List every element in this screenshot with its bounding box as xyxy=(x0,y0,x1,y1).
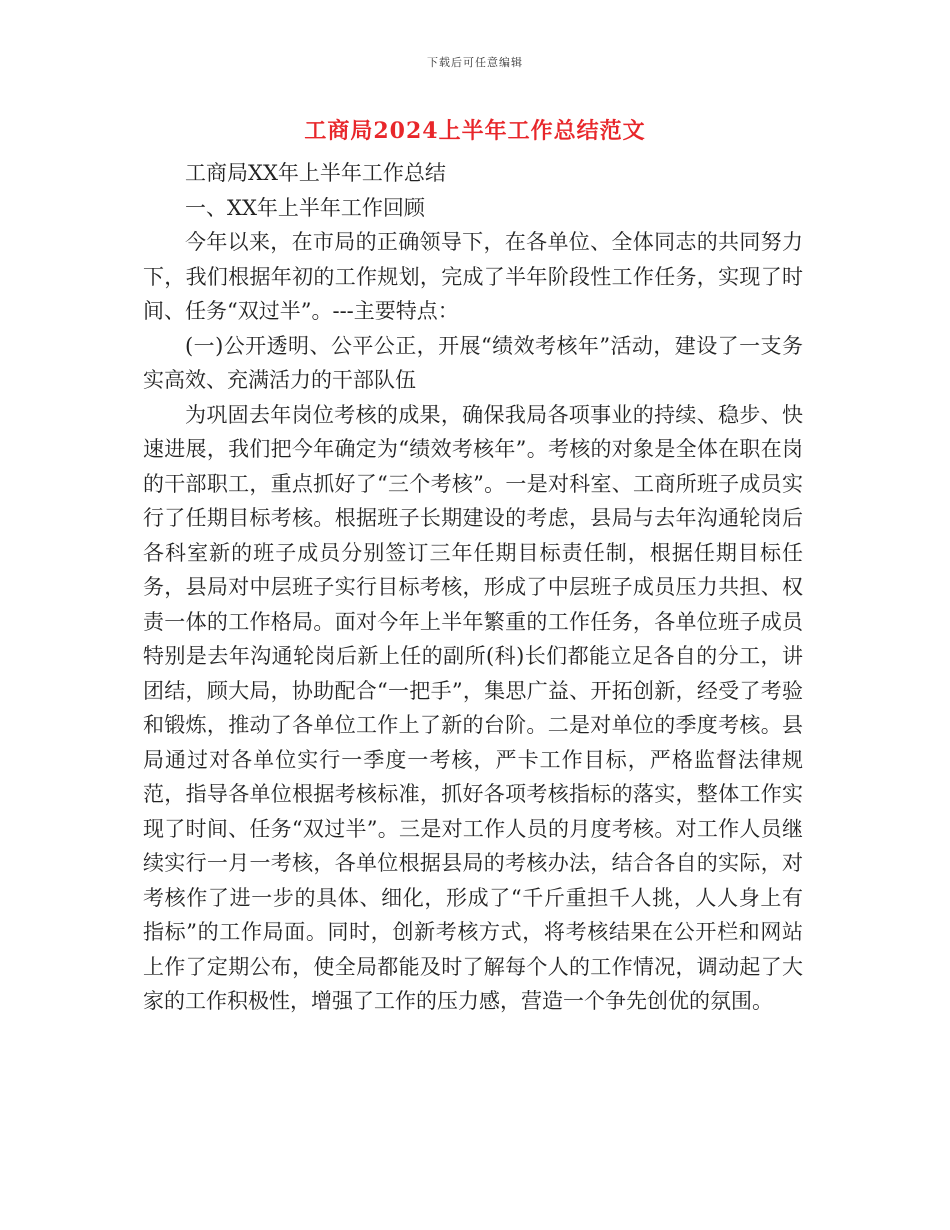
paragraph-subtitle: 工商局XX年上半年工作总结 xyxy=(185,161,446,185)
document-title: 工商局2024上半年工作总结范文 xyxy=(304,118,646,144)
paragraph-subheading: (一)公开透明、公平公正，开展“绩效考核年”活动，建设了一支务实高效、充满活力的干部队伍 xyxy=(143,333,803,392)
paragraph-intro: 今年以来，在市局的正确领导下，在各单位、全体同志的共同努力下，我们根据年初的工作规划，完成了半年阶段性工作任务，实现了时间、任务“双过半”。---主要特点： xyxy=(143,230,803,323)
header-note: 下载后可任意编辑 xyxy=(427,56,523,69)
document-body xyxy=(143,156,803,1019)
paragraph-body: 为巩固去年岗位考核的成果，确保我局各项事业的持续、稳步、快速进展，我们把今年确定为“绩效考核年”。考核的对象是全体在职在岗的干部职工，重点抓好了“三个考核”。一是对科室、工商所班子成员实行了任期目标考核。根据班子长期建设的考虑，县局与去年沟通轮岗后各科室新的班子成员分别签订三年任期目标责任制，根据任期目标任务，县局对中层班子实行目标考核，形成了中层班子成员压力共担、权责一体的工作格局。面对今年上半年繁重的工作任务，各单位班子成员特别是去年沟通轮岗后新上任的副所(科)长们都能立足各自的分工，讲团结，顾大局，协助配合“一把手”，集思广益、开拓创新，经受了考验和锻炼，推动了各单位工作上了新的台阶。二是对单位的季度考核。县局通过对各单位实行一季度一考核，严卡工作目标，严格监督法律规范，指导各单位根据考核标准，抓好各项考核指标的落实，整体工作实现了时间、任务“双过半”。三是对工作人员的月度考核。对工作人员继续实行一月一考核，各单位根据县局的考核办法，结合各自的实际，对考核作了进一步的具体、细化，形成了“千斤重担千人挑，人人身上有指标”的工作局面。同时，创新考核方式，将考核结果在公开栏和网站上作了定期公布，使全局都能及时了解每个人的工作情况，调动起了大家的工作积极性，增强了工作的压力感，营造一个争先创优的氛围。 xyxy=(143,402,803,1013)
paragraph-section-heading: 一、XX年上半年工作回顾 xyxy=(185,195,425,220)
